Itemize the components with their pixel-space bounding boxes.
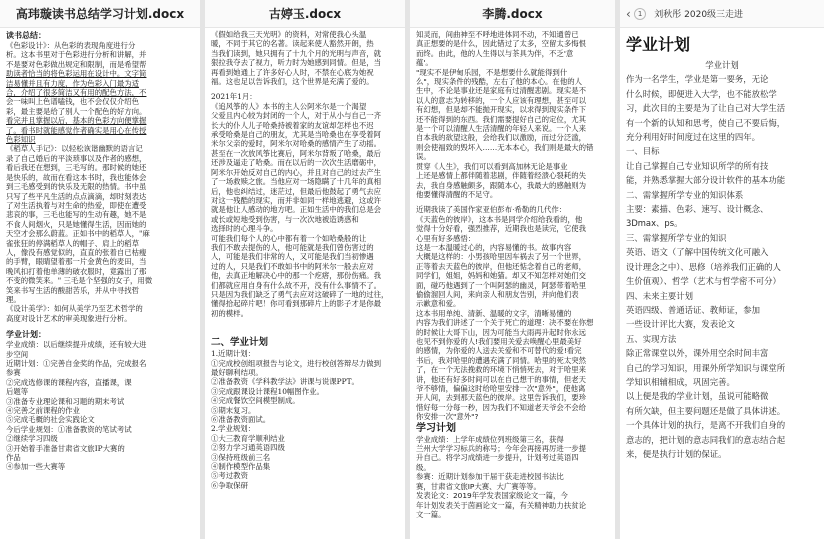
text-line: 只写了些平凡生活的点点滴滴，却时刻表达 xyxy=(6,191,147,201)
text-line: ④制作模型作品集 xyxy=(211,462,271,472)
text-line: 懂得拾起碎片吧！你可看到那碎片上的影子才是你最 xyxy=(211,299,381,309)
document-panel-2[interactable] xyxy=(205,0,405,539)
text-line: 看完并且掌握以后，基本的色彩方向便掌握 xyxy=(6,116,147,126)
text-line: 只是因为我们缺乏了勇气去应对这破碎了一地的过往， xyxy=(211,289,389,299)
text-line: 学业成绩：上学年成绩位列班级第三名，获得 xyxy=(416,434,564,444)
text-line: 级。 xyxy=(416,462,431,472)
text-line: ③完成跟课设计课程10幅图作业。 xyxy=(211,386,324,396)
text-line: 雀张狂的停满稻草人的帽子、肩上的稻草 xyxy=(6,238,140,248)
text-line: 色彩知识 xyxy=(6,135,36,145)
text-line: 英语、语文（了解中国传统文化可融入 xyxy=(626,247,769,258)
document-panel-1[interactable] xyxy=(0,0,200,539)
text-line: 选择时的心理斗争。 xyxy=(211,224,278,234)
text-line: 可能我们每个人的心中都有着一个如哈桑般的让 xyxy=(211,233,367,243)
section-heading: 学习计划 xyxy=(416,422,456,434)
text-line: 开人间，去到那天蓝色的彼岸。这里告诉我们，要珍 xyxy=(416,393,586,403)
text-line: 笑来书写生活的酸甜苦乐，并从中寻找哲 xyxy=(6,285,140,295)
text-line: ⑤完成毛概的社会实践论文 xyxy=(6,415,95,425)
text-line: 有所欠缺，但主要问题还是做了具体讲述。 xyxy=(626,405,786,416)
text-line: 蕴'。 xyxy=(416,58,433,68)
text-line: 到三毛感受到的快乐及无限的热情。书中虽 xyxy=(6,182,147,192)
text-line: 年计划发表关于茵画论文一篇，有关精神助力扶贫论 xyxy=(416,500,586,510)
text-line: 充分利用好时间度过在这里的四年。 xyxy=(626,132,760,143)
text-line: 三、需掌握所学专业的知识 xyxy=(626,232,727,243)
text-line: 知灵而，间曲神至不呼地进体同不动，不知通曾已 xyxy=(416,30,579,39)
text-line: ④完成餐饮空间模型制成。 xyxy=(211,396,300,406)
text-line: ②准备教资《学科教学法》讲课与说课PPT。 xyxy=(211,377,359,387)
page-indicator[interactable]: 1 xyxy=(634,8,646,20)
nav-controls xyxy=(626,7,646,21)
text-line: 近期我读了美国作家亚伯彭布·希勒的几代作： xyxy=(416,205,567,215)
text-line: 自本我的欲望这般，会给我们以激励，而过分泛滥， xyxy=(416,133,586,143)
text-line: 也见不到你爱的人!我们要用关爱去唤醒心里最美好 xyxy=(416,337,582,346)
text-line: 长大的仆人儿子哈桑持被着家的友谊却怎样也不迟 xyxy=(211,120,374,130)
section-heading: 读书总结： xyxy=(6,31,46,40)
text-line: 或长或短地受到伤害，与一次次地被造诱惑和 xyxy=(211,214,359,224)
text-line: 3Dmax、ps。 xyxy=(626,218,683,229)
text-line: 内容为我们讲述了一个关于死亡的道理：决不要在你想 xyxy=(416,318,594,328)
document-body-1 xyxy=(0,28,200,472)
text-line: 了一场救赎之旅。当他应对一场隐瞒了十几年的真相 xyxy=(211,177,381,187)
text-line: ②努力学习通英语四级 xyxy=(211,443,285,453)
text-line: 1.近期计划： xyxy=(211,349,256,359)
text-line: 二、需掌握所学专业的知识体系 xyxy=(626,189,744,200)
text-line: 天空才会那么蔚蓝。正如书中的稻草人，"麻 xyxy=(6,229,150,239)
text-line: 他，去真正地解决心中的那一个疙瘩，那份伤痛。我 xyxy=(211,271,381,281)
text-line: 后题等 xyxy=(6,387,29,397)
text-line: 这是一本温暖过心的，内容易懂的书。故事内容 xyxy=(416,242,572,252)
text-line: ①大三教育学顺利结业 xyxy=(211,433,285,443)
document-panel-3[interactable] xyxy=(410,0,615,539)
text-line: 而终。由此，他的人生得以与茶具为伴，不乏'意 xyxy=(416,48,574,58)
text-line: 示歉意和爱。 xyxy=(416,299,461,309)
document-title-2[interactable]: 古婷玉.docx xyxy=(205,0,405,28)
text-line: 初的模样。 xyxy=(211,308,248,318)
text-line: 误。 xyxy=(416,152,431,162)
text-line: ③保持班级前三名 xyxy=(211,452,271,462)
text-line: 还涉及逼走了哈桑。而在以后的一次次生活磨砺中， xyxy=(211,158,381,168)
text-line: 同学们，姐姐，妈妈和她猫。却又不知怎样对她们交 xyxy=(416,271,586,281)
document-body-2 xyxy=(205,28,405,490)
doc-heading: 学业计划 xyxy=(626,35,691,54)
text-line: ④参加一些大赛等 xyxy=(6,462,66,472)
text-line: 我们不敢去提伤的人，他可能就是我们曾伤害过的 xyxy=(211,242,374,252)
text-line: ②继续学习四级 xyxy=(6,434,58,444)
text-line: 学知识相辅相成，巩固完善。 xyxy=(626,376,735,387)
text-line: 2021年1月： xyxy=(211,92,257,102)
text-line: 人，可能是我们非常的人，又可能是我们当初惨遇 xyxy=(211,252,374,262)
text-line: 了，在一个无法挽救的环境下悄悄死去，对于哈里来 xyxy=(416,365,586,375)
text-line: ③开始着手准备甘肃省文旅IP大赛的 xyxy=(6,443,125,453)
document-body-4 xyxy=(620,58,824,461)
text-line: 偷偷溜回人间，来向亲人和朋友告别，并向他们表 xyxy=(416,289,579,299)
text-line: 理。 xyxy=(6,294,21,304)
document-panel-4[interactable] xyxy=(620,0,824,539)
text-line: ⑤考过教资 xyxy=(211,471,248,481)
section-heading: 学业计划： xyxy=(6,330,46,340)
text-line: 以人的意志为转移的，一个人应该有理想，甚至可以 xyxy=(416,95,586,105)
back-arrow-icon[interactable]: ‹ xyxy=(626,6,631,21)
text-line: 米尔父亲的爱时，阿米尔对哈桑的感情产生了动摇。 xyxy=(211,139,381,149)
document-header-4 xyxy=(620,0,824,28)
text-line: 对这一残酷的现实，而并非如同一样地逃避，这或许 xyxy=(211,195,381,205)
document-body-3 xyxy=(410,28,615,519)
text-line: 意志的，把计划的意志同我们的意志结合起 xyxy=(626,434,786,445)
text-line: 面，碰巧他遇到了一个叫阿瑟的幽灵，阿瑟带着哈里 xyxy=(416,280,586,290)
text-line: 是一个可以清醒人生活清醒的年轻人来说。一个人来 xyxy=(416,124,586,134)
text-line: 析。这本书里对于色彩进行分析和讲解，并 xyxy=(6,50,147,60)
text-line: 大概是这样的：小男孩哈里因车祸去了另一个世界， xyxy=(416,252,586,262)
text-line: 的手臂，眼睛望着那一片金黄色的麦田，当 xyxy=(6,257,147,267)
text-line: 生中，不论是事业还是家庭有过清醒悲剧。现实是不 xyxy=(416,86,586,96)
text-line: 贯穿《人生》，我们可以看到高加林无论是事业 xyxy=(416,161,568,171)
text-line: 自己的学习知识，用课外所学知识与课堂所 xyxy=(626,362,786,373)
text-line: 不食人间烟火，只是她懂得生活，因而她的 xyxy=(6,219,147,229)
text-line: 有一个新的认知和思考，使自己不要后悔， xyxy=(626,117,786,128)
text-line: 狠拉我夺去了视力，听力时为她感到同情。但是，当 xyxy=(211,58,381,68)
text-line: 《假如给我三天光明》的资料，对常使我心头温 xyxy=(211,30,367,39)
document-title-4: 刘秋彤 2020级三走进 xyxy=(654,10,744,20)
text-line: 《设计美学》：如何从美学乃至艺术哲学的 xyxy=(6,304,143,314)
text-line: 了。看书时就能感觉作者确实是用心在传授 xyxy=(6,125,147,135)
text-line: 《稻草人手记》：以轻松诙谐幽默的语言记 xyxy=(6,144,143,154)
section-heading: 二、学业计划 xyxy=(211,337,269,349)
text-line: 《天蓝色的彼岸》，这本书是同学介绍给我看的，他 xyxy=(416,214,583,224)
text-line: 书后，我对哈里的遭遇充满了同情。哈里的死太突然 xyxy=(416,355,586,365)
text-line: 一些设计评比大赛，发表论文 xyxy=(626,319,735,330)
text-line: 是快乐的，故而在看这本书时，我也能体会 xyxy=(6,172,147,182)
text-line: ②完成选修课的课程内容，直播课，课 xyxy=(6,377,132,387)
text-line: 们都就应用自身有什么故不开，没有什么事情不了。 xyxy=(211,280,381,290)
text-line: 后，他也纠结过，迷茫过，但最后他鼓起了勇气去应 xyxy=(211,186,381,196)
text-line: 了对生活执着与对生命的热爱，即使在遭受 xyxy=(6,200,147,210)
text-line: 洁易懂并且有力度，作为色彩入门最为适 xyxy=(6,78,140,88)
text-line: ⑥争取保研 xyxy=(211,480,248,490)
text-line: 父爱且内心较为封闭的一个人，对于从小与自己一齐 xyxy=(211,111,381,121)
text-line: 参赛 xyxy=(6,368,21,378)
text-line: 看后我还在想到，三毛写的。那时候的她还 xyxy=(6,163,147,173)
text-line: 赛，甘肃省文旅IP大赛、大广赛等等。 xyxy=(416,481,541,491)
text-line: 承受哈桑是自己的朋友，尤其是当哈桑也在享受着阿 xyxy=(211,130,381,140)
text-line: 一个具体计划的执行，是离不开我们自身的 xyxy=(626,420,786,431)
text-line: 觉得十分好看，强烈推荐，近期我也是读完，它使我 xyxy=(416,224,586,234)
text-line: 作为一名学生，学业是第一要务，无论 xyxy=(626,74,769,85)
text-line: 今后学业规划：①准备教资的笔试考试 xyxy=(6,424,132,434)
text-line: ③准备专业理论课和习题的期末考试 xyxy=(6,396,125,406)
text-line: 学业计划 xyxy=(705,60,739,70)
text-line: 参赛：近期计划参加干届干获走进校园书法比 xyxy=(416,472,564,482)
text-line: 甚至在一次放风筝比赛后，阿米尔背叛了哈桑，最后 xyxy=(211,148,381,158)
text-line: 来，便是执行计划的保证。 xyxy=(626,448,727,459)
text-line: 么"，现实条件的残酷，左右了他的本心。在他的人 xyxy=(416,77,582,87)
text-line: 以上便是我的学业计划，虽说可能略微 xyxy=(626,391,769,402)
text-line: 真正想要的是什么，因此错过了太多，空留太多悔恨 xyxy=(416,39,586,49)
text-line: 高度对设计艺术的审美现象进行分析。 xyxy=(6,313,132,323)
text-line: 不是要对色彩做出规定和限制，而是希望帮 xyxy=(6,59,147,69)
text-line: 就是他让人感动的地方吧。正如生活中的我们总是会 xyxy=(211,205,381,215)
text-line: 你安排一次"意外"? xyxy=(416,412,479,422)
text-line: ⑤期末复习。 xyxy=(211,405,256,415)
text-line: 这本书用单纯、清新、温暖的文字，清晰易懂的 xyxy=(416,308,572,318)
text-line: 升自己。将学习成绩进一步提升，计划考过英语四 xyxy=(416,453,579,463)
text-line: 福。这也足以告诉我们，这个世界是充满了爱的。 xyxy=(211,77,374,87)
text-line: 上还是感情上都伴随着悲剧，伴随着经溃心裂耗的失 xyxy=(416,171,586,181)
text-line: 《色彩设计》：从色彩的表现角度进行分 xyxy=(6,41,136,50)
text-line: 让自己掌握自己专业知识所学的所有技 xyxy=(626,160,769,171)
text-line: 习，此次目的主要是为了让自己对大学生活 xyxy=(626,103,786,114)
text-line: 不变的微笑来。" 三毛是个坚强的女子，用微 xyxy=(6,276,153,286)
text-line: 生价值观）、哲学（艺术与哲学密不可分） xyxy=(626,276,781,287)
document-title-3[interactable]: 李腾.docx xyxy=(410,0,615,28)
text-line: 四、未来主要计划 xyxy=(626,290,693,301)
text-line: 讲，他还有好多时间可以在自己想干的事情，但老天 xyxy=(416,374,586,384)
text-line: 2.学业规划： xyxy=(211,424,256,434)
text-line: 设计理念之中）、思修（培养我们正确的人 xyxy=(626,261,781,272)
text-line: 的感情，为你爱的人送去关爱和不可替代的爱!看完 xyxy=(416,346,582,356)
text-line: 步空间 xyxy=(6,349,29,359)
text-line: ⑥准备教资面试。 xyxy=(211,415,271,425)
text-line: 兰州大学学习标兵的称号；今年会再接再厉进一步提 xyxy=(416,444,586,454)
text-line: 再看到她通上了许多好心人时，不禁在心底为她祝 xyxy=(211,67,374,77)
text-line: 主要：素描、色彩、速写、设计概念、 xyxy=(626,204,769,215)
text-line: 文一篇。 xyxy=(416,509,446,519)
text-line: 爷不够情，偏偏这时给哈里安排一次"意外"，使他离 xyxy=(416,384,586,394)
text-line: 什么时候，即便进入大学，也不能放松学 xyxy=(626,88,777,99)
text-line: 会一味叫上色谱嗑钱，也不会仅仅介绍色 xyxy=(6,97,140,107)
text-line: 最好聊利结项。 xyxy=(211,368,263,377)
text-line: 人，像没有感觉似的，直直的张着自已枯瘦 xyxy=(6,247,147,257)
text-line: 阿米尔开始反对自己的内心，并且对自己的过去产生 xyxy=(211,167,381,177)
document-title-1[interactable]: 高玮璇读书总结学习计划.docx xyxy=(0,0,200,28)
text-line: ①完成校创组项报告与论文，进行校创答辩尽力做到 xyxy=(211,358,381,368)
text-line: 合，介绍了很多简洁又有用的配色方法，不 xyxy=(6,88,147,98)
text-line: 的时候让大哥下山，因为可能当大雨再升起时你永远 xyxy=(416,327,586,337)
text-line: 心里有好多感悟： xyxy=(416,233,476,243)
text-line: 《追风筝的人》本书的主人公阿米尔是一个渴望 xyxy=(211,101,367,111)
text-line: 五、实现方法 xyxy=(626,333,677,344)
text-line: 近期计划：①完善自金奖的作品，完成报名 xyxy=(6,359,147,368)
text-line: 则会使福致的毁坏入……无本本心，我们则是最大的错 xyxy=(416,142,594,152)
text-line: 能，并熟悉掌握大部分设计软件的基本功能 xyxy=(626,175,786,186)
text-line: 晚风扣打着他单薄的破衣服时，竟露出了那 xyxy=(6,266,147,276)
text-line: 除正常课堂以外，课外用空余时间丰富 xyxy=(626,348,769,359)
text-line: 他要懂得清醒的不足守。 xyxy=(416,189,498,199)
text-line: 英语四级、普通话证、教师证，参加 xyxy=(626,304,760,315)
text-line: 暖，不同于其它的名著。读起来使人豁然开朗，热 xyxy=(211,39,374,49)
text-line: 过的人，只是我们不敢如书中的阿米尔一般去应对 xyxy=(211,261,374,271)
text-line: 正等着去天蓝色的彼岸，但他还惦念着自己的老师， xyxy=(416,261,586,271)
text-line: 录了自己婚后的平淡琐事以及作者的感想， xyxy=(6,153,147,163)
text-line: 有幻想，但是却不能抛开现实，以求得到现实条件下 xyxy=(416,105,586,115)
text-line: 一、目标 xyxy=(626,146,660,157)
text-line: 彩，最主要是给了别人一个配色的好方向。 xyxy=(6,106,147,116)
text-line: 去，我自身感触颇多，跟随本心，我最大的感触则为 xyxy=(416,180,586,190)
text-line: ④完善之前课程的作业 xyxy=(6,406,80,416)
text-line: 作品 xyxy=(6,453,21,463)
text-line: 学业成绩：以后继续提升成绩，还有较大进 xyxy=(6,340,147,350)
text-line: 助读者恰当的将色彩运用在设计中。文字简 xyxy=(6,69,147,79)
text-line: 惜好每一分每一秒，因为我们不知道老天爷会不会给 xyxy=(416,402,586,412)
text-line: 当我们读到，她只拥有了十九个月的光明与声音，就 xyxy=(211,48,381,58)
text-line: "现实不是伊甸乐园，不是想要什么就能得到什 xyxy=(416,67,568,77)
text-line: 还不能得到的东西。我们需要提好自己的定位，尤其 xyxy=(416,114,586,124)
text-line: 发表论文：2019年学发表国家级论文一篇，今 xyxy=(416,491,568,501)
text-line: 悲哀的事，三毛也能写的生动有趣，她不是 xyxy=(6,210,147,220)
